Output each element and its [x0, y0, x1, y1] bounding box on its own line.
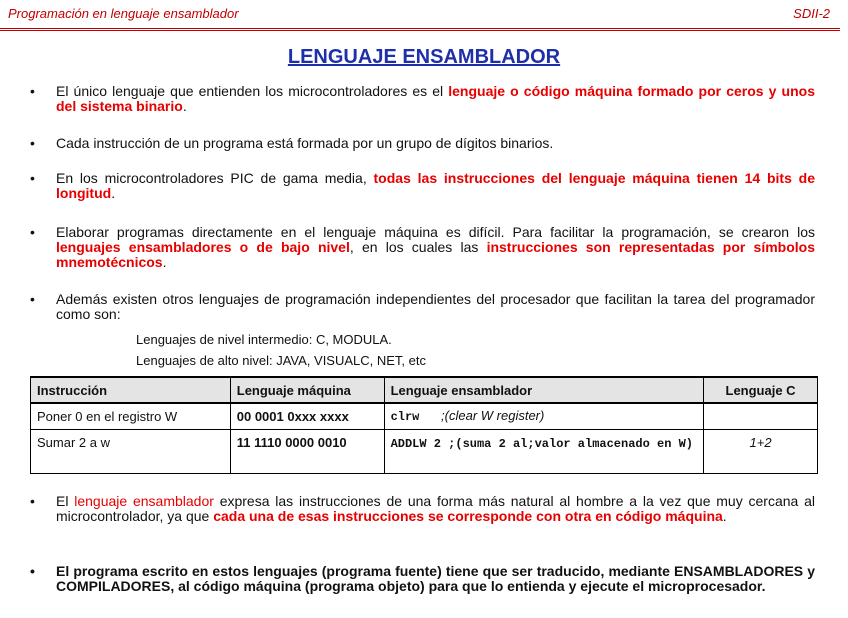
cell-instruction: Sumar 2 a w [31, 429, 231, 473]
sublist-high-level-languages: Lenguajes de alto nivel: JAVA, VISUALC, NET, etc [136, 353, 426, 368]
cell-assembly [384, 429, 704, 473]
page-title: LENGUAJE ENSAMBLADOR [287, 46, 561, 68]
bullet-1-highlight: lenguaje o código máquina formado por ceros y unos del sistema binario [56, 83, 815, 114]
bullet-3 [30, 171, 815, 201]
bullet-4-mid: , en los cuales las [349, 239, 487, 255]
asm-mnemonic: clrw [390, 410, 420, 425]
table-row [31, 403, 818, 429]
header-course-title: Programación en lenguaje ensamblador [8, 6, 239, 21]
header-divider [0, 28, 840, 31]
bullet-3-end: . [111, 185, 116, 201]
asm-mnemonic: ADDLW 2 ;(suma 2 al;valor almacenado en W) [390, 436, 694, 451]
bullet-2-text: Cada instrucción de un programa está formada por un grupo de dígitos binarios. [56, 135, 554, 151]
bullet-5-text: Además existen otros lenguajes de programación independientes del procesador que facilitan la tarea del programador como son: [56, 291, 815, 322]
bullet-4-highlight-1: lenguajes ensambladores o de bajo nivel [56, 239, 350, 255]
bullet-dot: • [30, 135, 35, 151]
bullet-6-text: El [56, 493, 75, 509]
bullet-6 [30, 494, 815, 524]
table-header-row [31, 377, 818, 403]
header-c-language: Lenguaje C [704, 377, 818, 403]
bullet-3-text: En los microcontroladores PIC de gama media, [56, 170, 374, 186]
bullet-1 [30, 84, 815, 114]
cell-c-code [704, 403, 818, 429]
cell-assembly [384, 403, 704, 429]
bullet-6-highlight-2: cada una de esas instrucciones se corresponde con otra en código máquina [213, 508, 723, 524]
header-slide-code: SDII-2 [793, 6, 830, 21]
bullet-1-text: El único lenguaje que entienden los microcontroladores es el [56, 83, 449, 99]
bullet-7 [30, 564, 815, 594]
bullet-5 [30, 292, 815, 322]
cell-machine-code: 00 0001 0xxx xxxx [230, 403, 384, 429]
asm-comment: ;(clear W register) [441, 408, 545, 424]
bullet-dot: • [30, 493, 35, 509]
header-machine-language: Lenguaje máquina [230, 377, 384, 403]
bullet-7-text: El programa escrito en estos lenguajes (programa fuente) tiene que ser traducido, mediante ENSAMBLADORES y COMPILADORES, al código máquina (programa objeto) para que lo entienda y ejecute el microprocesador. [56, 563, 815, 594]
sublist-intermediate-languages: Lenguajes de nivel intermedio: C, MODULA. [136, 332, 392, 347]
bullet-6-mid: expresa las instrucciones de una forma más natural al hombre a la vez que muy cercana al microcontrolador, ya que [56, 493, 815, 524]
instruction-comparison-table [30, 376, 818, 474]
bullet-4-highlight-2: instrucciones son representadas por símbolos mnemotécnicos [56, 239, 816, 270]
bullet-dot: • [30, 224, 35, 240]
cell-instruction: Poner 0 en el registro W [31, 403, 231, 429]
bullet-2 [30, 136, 815, 151]
bullet-1-end: . [182, 98, 187, 114]
bullet-dot: • [30, 291, 35, 307]
bullet-6-end: . [722, 508, 727, 524]
header-instruction: Instrucción [31, 377, 231, 403]
cell-c-code: 1+2 [704, 429, 818, 473]
bullet-dot: • [30, 170, 35, 186]
bullet-dot: • [30, 563, 35, 579]
bullet-3-highlight: todas las instrucciones del lenguaje máquina tienen 14 bits de longitud [56, 170, 816, 201]
table-row [31, 429, 818, 473]
bullet-4-text: Elaborar programas directamente en el lenguaje máquina es difícil. Para facilitar la programación, se crearon los [56, 224, 815, 240]
bullet-4-end: . [162, 254, 167, 270]
bullet-6-highlight-1: lenguaje ensamblador [74, 493, 214, 509]
cell-machine-code: 11 1110 0000 0010 [230, 429, 384, 473]
bullet-dot: • [30, 83, 35, 99]
bullet-4 [30, 225, 815, 270]
header-assembly-language: Lenguaje ensamblador [384, 377, 704, 403]
